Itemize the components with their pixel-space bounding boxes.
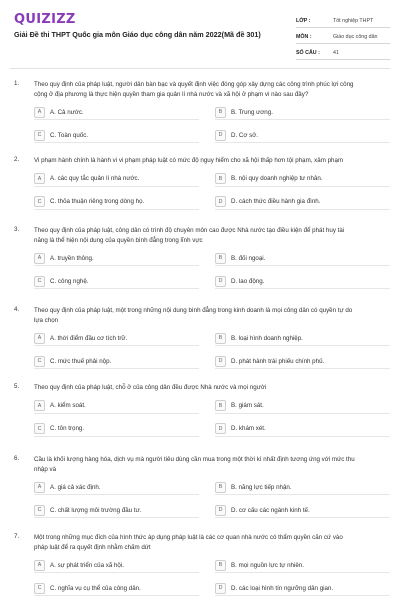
option-underline <box>34 517 199 518</box>
option-underline <box>34 368 199 369</box>
option-letter-box[interactable]: A <box>34 107 45 118</box>
option-text: C. thỏa thuận riêng trong dòng họ. <box>50 198 145 206</box>
option-text: D. khám xét. <box>231 425 266 433</box>
option-underline <box>34 119 199 120</box>
answer-option-a[interactable] <box>34 331 199 345</box>
option-letter-box[interactable]: D <box>215 130 226 141</box>
option-letter-box[interactable]: D <box>215 196 226 207</box>
answer-option-c[interactable] <box>34 422 199 436</box>
answer-option-a[interactable] <box>34 480 199 494</box>
worksheet-header <box>0 0 400 70</box>
meta-value: 41 <box>333 50 339 56</box>
option-underline <box>34 209 199 210</box>
answer-option-b[interactable] <box>215 105 390 119</box>
option-letter-box[interactable]: D <box>215 356 226 367</box>
option-text: B. đối ngoại. <box>231 254 266 262</box>
answer-option-d[interactable] <box>215 128 390 142</box>
option-letter-box[interactable]: A <box>34 253 45 264</box>
answer-option-c[interactable] <box>34 581 199 595</box>
answer-option-c[interactable] <box>34 354 199 368</box>
option-text: C. tôn trọng. <box>50 425 85 433</box>
option-letter-box[interactable]: A <box>34 482 45 493</box>
option-letter-box[interactable]: D <box>215 276 226 287</box>
question-text-line: pháp luật để ra quyết định nhằm chấm dứt <box>34 543 151 551</box>
question-text-line: Vi phạm hành chính là hành vi vi phạm pháp luật có mức độ nguy hiểm cho xã hội thấp hơn tội phạm, xâm phạm <box>34 157 344 164</box>
option-letter-box[interactable]: A <box>34 173 45 184</box>
option-text: B. nội quy doanh nghiệp tư nhân. <box>231 175 323 183</box>
option-underline <box>34 572 199 573</box>
option-letter-box[interactable]: B <box>215 333 226 344</box>
option-underline <box>215 186 390 187</box>
answer-option-b[interactable] <box>215 331 390 345</box>
option-letter-box[interactable]: C <box>34 423 45 434</box>
option-text: B. giám sát. <box>231 402 264 410</box>
option-text: B. loại hình doanh nghiệp. <box>231 334 303 342</box>
question-text <box>34 533 390 552</box>
option-underline <box>215 368 390 369</box>
question-text <box>34 226 390 245</box>
meta-row-class <box>296 12 390 28</box>
option-text: D. cách thức điều hành gia đình. <box>231 198 321 206</box>
option-underline <box>215 288 390 289</box>
worksheet-title: Giải Đề thi THPT Quốc gia môn Giáo dục công dân năm 2022(Mã đề 301) <box>14 30 261 39</box>
option-letter-box[interactable]: C <box>34 196 45 207</box>
option-underline <box>215 345 390 346</box>
option-text: D. Cơ sở. <box>231 131 259 139</box>
question-number: 3. <box>14 226 20 233</box>
option-text: C. chất lượng môi trường đầu tư. <box>50 506 142 514</box>
option-letter-box[interactable]: B <box>215 482 226 493</box>
option-underline <box>215 595 390 596</box>
question-text <box>34 306 390 325</box>
option-letter-box[interactable]: C <box>34 505 45 516</box>
option-underline <box>215 265 390 266</box>
answer-option-d[interactable] <box>215 274 390 288</box>
answer-option-a[interactable] <box>34 172 199 186</box>
option-letter-box[interactable]: C <box>34 276 45 287</box>
option-underline <box>215 572 390 573</box>
question-text-line: cộng ở địa phương là thực hiện quyền tham gia quản lí nhà nước và xã hội ở phạm vi nào sau đây? <box>34 90 309 98</box>
answer-option-c[interactable] <box>34 195 199 209</box>
option-underline <box>215 436 390 437</box>
question-text-line: năng là thể hiện nội dung của quyền bình đẳng trong lĩnh vực <box>34 236 203 244</box>
question-text <box>34 80 390 99</box>
answer-option-a[interactable] <box>34 105 199 119</box>
question-text-line: lựa chọn <box>34 316 59 324</box>
option-text: D. cơ cấu các ngành kinh tế. <box>231 506 310 514</box>
question-number: 4. <box>14 306 20 313</box>
answer-option-b[interactable] <box>215 399 390 413</box>
answer-option-d[interactable] <box>215 581 390 595</box>
answer-option-c[interactable] <box>34 274 199 288</box>
answer-option-c[interactable] <box>34 128 199 142</box>
answer-option-d[interactable] <box>215 195 390 209</box>
option-underline <box>215 119 390 120</box>
question-number: 2. <box>14 156 20 163</box>
answer-option-c[interactable] <box>34 503 199 517</box>
question-text-line: Theo quy định của pháp luật, chỗ ở của công dân đều được Nhà nước và mọi người <box>34 384 267 391</box>
option-underline <box>34 265 199 266</box>
meta-key: MÔN : <box>296 34 312 40</box>
meta-row-subject <box>296 28 390 44</box>
option-text: B. mọi nguồn lực tự nhiên. <box>231 561 304 569</box>
answer-option-a[interactable] <box>34 558 199 572</box>
option-underline <box>34 595 199 596</box>
option-letter-box[interactable]: B <box>215 173 226 184</box>
answer-option-b[interactable] <box>215 480 390 494</box>
question-number: 5. <box>14 383 20 390</box>
option-underline <box>34 186 199 187</box>
option-letter-box[interactable]: B <box>215 107 226 118</box>
question-7 <box>0 533 400 600</box>
meta-row-count <box>296 44 390 60</box>
option-underline <box>34 288 199 289</box>
option-underline <box>215 413 390 414</box>
answer-option-d[interactable] <box>215 503 390 517</box>
question-6 <box>0 455 400 525</box>
answer-option-d[interactable] <box>215 422 390 436</box>
question-2 <box>0 156 400 226</box>
option-letter-box[interactable]: B <box>215 400 226 411</box>
question-text-line: Theo quy định của pháp luật, người dân bàn bạc và quyết định việc đóng góp xây dựng các công trình phúc lợi công <box>34 81 354 88</box>
question-3 <box>0 226 400 296</box>
option-letter-box[interactable]: B <box>215 560 226 571</box>
question-text-line: Một trong những mục đích của hình thức áp dụng pháp luật là các cơ quan nhà nước có thẩm quyền căn cứ vào <box>34 534 343 541</box>
option-text: C. mức thuế phải nộp. <box>50 357 112 365</box>
meta-value: Giáo dục công dân <box>333 34 378 40</box>
meta-value: Tốt nghiệp THPT <box>333 18 374 24</box>
question-4 <box>0 306 400 376</box>
option-underline <box>215 142 390 143</box>
option-letter-box[interactable]: B <box>215 253 226 264</box>
option-text: A. kiểm soát. <box>50 402 86 410</box>
option-underline <box>215 494 390 495</box>
question-text <box>34 156 390 166</box>
option-letter-box[interactable]: A <box>34 560 45 571</box>
question-number: 1. <box>14 80 20 87</box>
question-text-line: Cầu là khối lượng hàng hóa, dịch vụ mà người tiêu dùng cần mua trong một thời kì nhất định tương ứng với mức thu <box>34 456 355 463</box>
answer-option-d[interactable] <box>215 354 390 368</box>
option-text: C. công nghệ. <box>50 277 89 285</box>
option-text: A. các quy tắc quản lí nhà nước. <box>50 175 140 183</box>
option-letter-box[interactable]: C <box>34 356 45 367</box>
meta-key: SỐ CÂU : <box>296 50 320 56</box>
option-text: B. Trung ương. <box>231 108 273 116</box>
option-underline <box>34 494 199 495</box>
option-underline <box>215 209 390 210</box>
question-text-line: nhập và <box>34 465 57 473</box>
question-text <box>34 383 390 393</box>
answer-option-b[interactable] <box>215 251 390 265</box>
option-text: A. truyền thông. <box>50 254 94 262</box>
option-letter-box[interactable]: A <box>34 333 45 344</box>
option-underline <box>34 345 199 346</box>
option-text: A. thời điểm đầu cơ tích trữ. <box>50 334 128 342</box>
option-text: D. lao động. <box>231 277 265 285</box>
question-text-line: Theo quy định của pháp luật, một trong những nội dung bình đẳng trong kinh doanh là mọi công dân có quyền tự do <box>34 307 353 314</box>
option-letter-box[interactable]: C <box>34 130 45 141</box>
option-text: C. Toàn quốc. <box>50 131 89 139</box>
quizizz-logo: QUIZIZZ <box>14 12 76 27</box>
question-number: 6. <box>14 455 20 462</box>
option-text: A. Cả nước. <box>50 108 84 116</box>
worksheet-meta <box>296 12 390 60</box>
option-letter-box[interactable]: C <box>34 583 45 594</box>
question-5 <box>0 383 400 453</box>
option-text: D. phát hành trái phiếu chính phủ. <box>231 357 325 365</box>
option-letter-box[interactable]: D <box>215 583 226 594</box>
answer-option-b[interactable] <box>215 558 390 572</box>
answer-option-a[interactable] <box>34 251 199 265</box>
answer-option-b[interactable] <box>215 172 390 186</box>
answer-option-a[interactable] <box>34 399 199 413</box>
question-text-line: Theo quy định của pháp luật, công dân có trình độ chuyên môn cao được Nhà nước tạo điều kiện để phát huy tài <box>34 227 345 234</box>
question-text <box>34 455 390 474</box>
option-text: D. các loại hình tín ngưỡng dân gian. <box>231 584 334 592</box>
option-underline <box>34 142 199 143</box>
option-text: A. giá cả xác định. <box>50 483 101 491</box>
question-1 <box>0 80 400 150</box>
meta-key: LỚP : <box>296 18 311 24</box>
option-letter-box[interactable]: D <box>215 505 226 516</box>
option-text: B. năng lực tiếp nhận. <box>231 483 292 491</box>
header-divider <box>10 68 390 69</box>
question-number: 7. <box>14 533 20 540</box>
option-underline <box>34 436 199 437</box>
option-text: C. nghĩa vụ cụ thể của công dân. <box>50 584 141 592</box>
option-underline <box>34 413 199 414</box>
option-underline <box>215 517 390 518</box>
option-letter-box[interactable]: D <box>215 423 226 434</box>
option-text: A. sự phát triển của xã hội. <box>50 561 124 569</box>
option-letter-box[interactable]: A <box>34 400 45 411</box>
